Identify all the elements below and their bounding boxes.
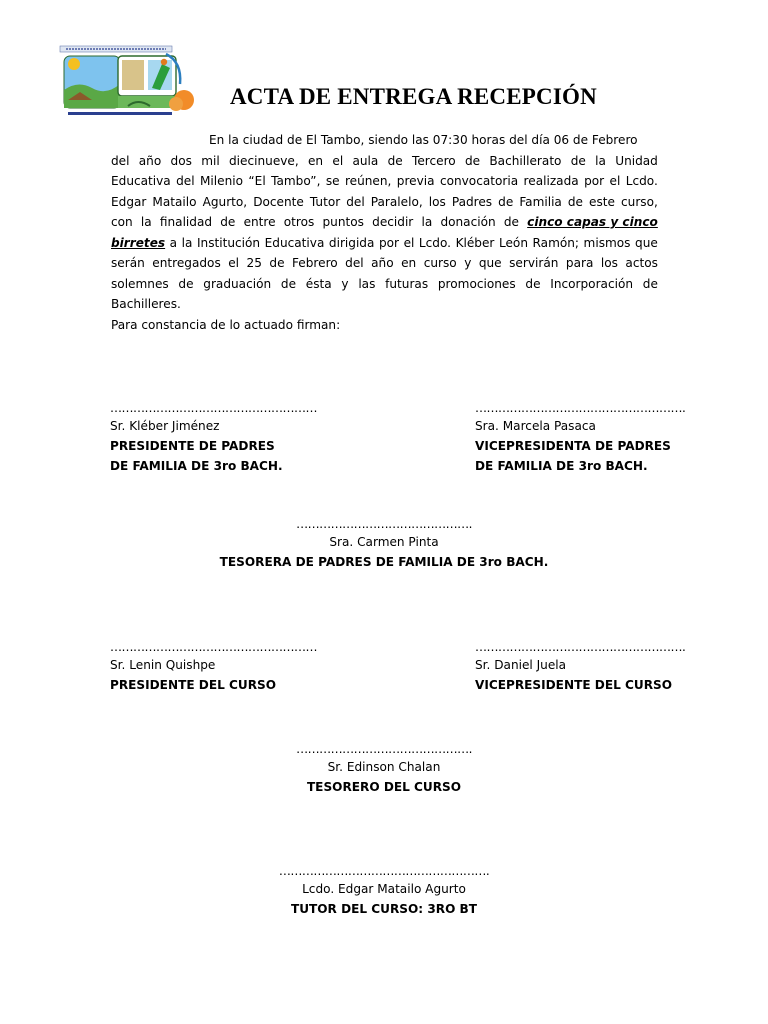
word: de <box>503 215 519 229</box>
signer-name: Sr. Lenin Quishpe <box>110 658 216 672</box>
signer-role: TESORERO DEL CURSO <box>306 780 462 794</box>
word: Agurto, <box>202 194 248 209</box>
signature-line: ……………………………………………… <box>110 401 317 415</box>
word: que <box>478 256 502 270</box>
word: promociones <box>437 276 516 291</box>
word: curso <box>423 256 457 270</box>
word: mil <box>201 153 220 168</box>
body-line-7 <box>111 253 658 274</box>
signature-line: ………………………………………………. <box>475 401 686 415</box>
word: diecinueve, <box>229 153 299 168</box>
school-emblem-icon <box>58 44 200 120</box>
word: la <box>421 215 433 229</box>
signer-role: VICEPRESIDENTA DE PADRES <box>475 439 671 453</box>
body-line-6 <box>111 233 658 254</box>
word: por <box>378 235 400 250</box>
word: finalidad <box>159 215 213 229</box>
signature-block-edinson <box>0 741 768 797</box>
word: de <box>269 256 285 270</box>
signature-block-marcela <box>475 400 685 476</box>
word: se <box>325 174 340 188</box>
word: aula <box>352 153 379 168</box>
signer-role: TUTOR DEL CURSO: 3RO BT <box>290 902 478 916</box>
word: y <box>464 256 472 270</box>
signer-role: DE FAMILIA DE 3ro BACH. <box>110 459 283 473</box>
word: que <box>635 235 658 250</box>
word: Tutor <box>309 194 341 209</box>
signer-name: Sr. Edinson Chalan <box>327 760 441 774</box>
word: de <box>220 215 236 229</box>
word: dirigida <box>328 235 375 250</box>
signature-line: ……………………………………………… <box>110 640 317 654</box>
word: el <box>609 174 621 188</box>
word: de <box>525 276 541 291</box>
word: Lcdo. <box>625 174 658 188</box>
signer-name: Sra. Marcela Pasaca <box>475 419 596 433</box>
word: dos <box>170 153 192 168</box>
signature-block-edgar <box>0 863 768 919</box>
word: Bachillerato <box>489 153 562 168</box>
word: previa <box>396 174 435 188</box>
word: Paralelo, <box>370 194 423 209</box>
word: entregados <box>152 256 221 270</box>
word: de <box>178 276 194 291</box>
word: este <box>589 194 615 209</box>
word: otros <box>283 215 315 229</box>
emphasis-birretes: birretes <box>111 235 166 250</box>
emphasis-donation-items: cinco capas y cinco <box>527 215 658 229</box>
signer-role: DE FAMILIA DE 3ro BACH. <box>475 459 648 473</box>
word: Familia <box>519 194 562 209</box>
word: Tercero <box>412 153 456 168</box>
signer-role: VICEPRESIDENTE DEL CURSO <box>475 678 673 692</box>
body-line-8 <box>111 274 658 295</box>
word: Educativa <box>111 174 171 188</box>
word: Edgar <box>111 194 147 209</box>
word: del <box>345 256 364 270</box>
word: Tambo”, <box>271 174 321 188</box>
body-line-4 <box>111 192 658 213</box>
word: la <box>181 235 193 250</box>
signer-name: Sr. Daniel Juela <box>475 658 567 672</box>
school-logo <box>58 44 200 120</box>
word: graduación <box>203 276 272 291</box>
word: servirán <box>509 256 559 270</box>
word: el <box>228 256 240 270</box>
word: curso, <box>621 194 658 209</box>
word: Lcdo. <box>418 235 452 250</box>
word: Unidad <box>615 153 658 168</box>
body-line-2 <box>111 151 658 172</box>
word: ésta <box>305 276 332 291</box>
body-line-9 <box>111 294 658 315</box>
word: donación <box>440 215 496 229</box>
word: con <box>111 215 133 229</box>
word: puntos <box>322 215 364 229</box>
word: de <box>387 153 403 168</box>
word: serán <box>111 256 145 270</box>
signature-line: ………………………………………………. <box>475 640 686 654</box>
signer-role: PRESIDENTE DEL CURSO <box>110 678 277 692</box>
body-line-1 <box>111 130 658 151</box>
word: decidir <box>372 215 414 229</box>
body-text-segment: Bachilleres. <box>111 297 181 311</box>
word: y <box>341 276 349 291</box>
word: 25 <box>246 256 262 270</box>
word: la <box>140 215 152 229</box>
word: Milenio <box>199 174 244 188</box>
word: Padres <box>451 194 493 209</box>
body-line-10 <box>111 315 658 336</box>
word: el <box>332 153 344 168</box>
signature-block-daniel <box>475 639 685 695</box>
word: reúnen, <box>344 174 392 188</box>
body-line-3 <box>111 171 658 192</box>
word: de <box>464 153 481 168</box>
word: Matailo <box>152 194 197 209</box>
word: del <box>111 153 130 168</box>
word: las <box>358 276 376 291</box>
body-line-5 <box>111 212 658 233</box>
word: convocatoria <box>439 174 519 188</box>
signature-line: ………………………………………. <box>296 742 472 756</box>
body-text-segment: Para constancia de lo actuado firman: <box>111 317 341 332</box>
word: Incorporación <box>550 276 634 291</box>
signer-name: Lcdo. Edgar Matailo Agurto <box>302 882 466 896</box>
word: “El <box>248 174 266 188</box>
word: solemnes <box>111 276 169 291</box>
word: de <box>570 153 586 168</box>
word: de <box>498 194 514 209</box>
signer-role: TESORERA DE PADRES DE FAMILIA DE 3ro BACH. <box>219 555 549 569</box>
word: del <box>176 174 195 188</box>
word: a <box>169 235 178 250</box>
word: la <box>595 153 606 168</box>
word: los <box>428 194 446 209</box>
signature-block-lenin <box>110 639 317 695</box>
word: Institución <box>196 235 261 250</box>
document-title: ACTA DE ENTREGA RECEPCIÓN <box>230 84 597 109</box>
signer-role: PRESIDENTE DE PADRES <box>110 439 275 453</box>
word: Febrero <box>292 256 338 270</box>
word: futuras <box>385 276 429 291</box>
word: Educativa <box>264 235 325 250</box>
word: año <box>371 256 394 270</box>
signature-block-kleber <box>110 400 317 476</box>
word: actos <box>625 256 658 270</box>
word: de <box>567 194 583 209</box>
word: en <box>307 153 324 168</box>
word: entre <box>243 215 276 229</box>
word: del <box>346 194 365 209</box>
word: año <box>138 153 162 168</box>
word: Kléber <box>455 235 495 250</box>
word: de <box>642 276 658 291</box>
word: realizada <box>523 174 579 188</box>
word: en <box>401 256 417 270</box>
word: los <box>600 256 618 270</box>
word: mismos <box>583 235 631 250</box>
word: Ramón; <box>532 235 579 250</box>
signer-name: Sr. Kléber Jiménez <box>110 419 220 433</box>
word: León <box>498 235 528 250</box>
word: de <box>280 276 297 291</box>
document-body <box>111 130 658 335</box>
word: el <box>403 235 415 250</box>
signature-line: ………………………………………………. <box>278 864 490 878</box>
word: por <box>584 174 605 188</box>
signature-block-carmen <box>0 516 768 572</box>
signature-line: ………………………………………. <box>296 517 472 531</box>
word: Docente <box>253 194 304 209</box>
signer-name: Sra. Carmen Pinta <box>329 535 439 549</box>
body-text-segment: En la ciudad de El Tambo, siendo las 07:30 horas del día 06 de Febrero <box>209 133 638 147</box>
word: para <box>565 256 594 270</box>
